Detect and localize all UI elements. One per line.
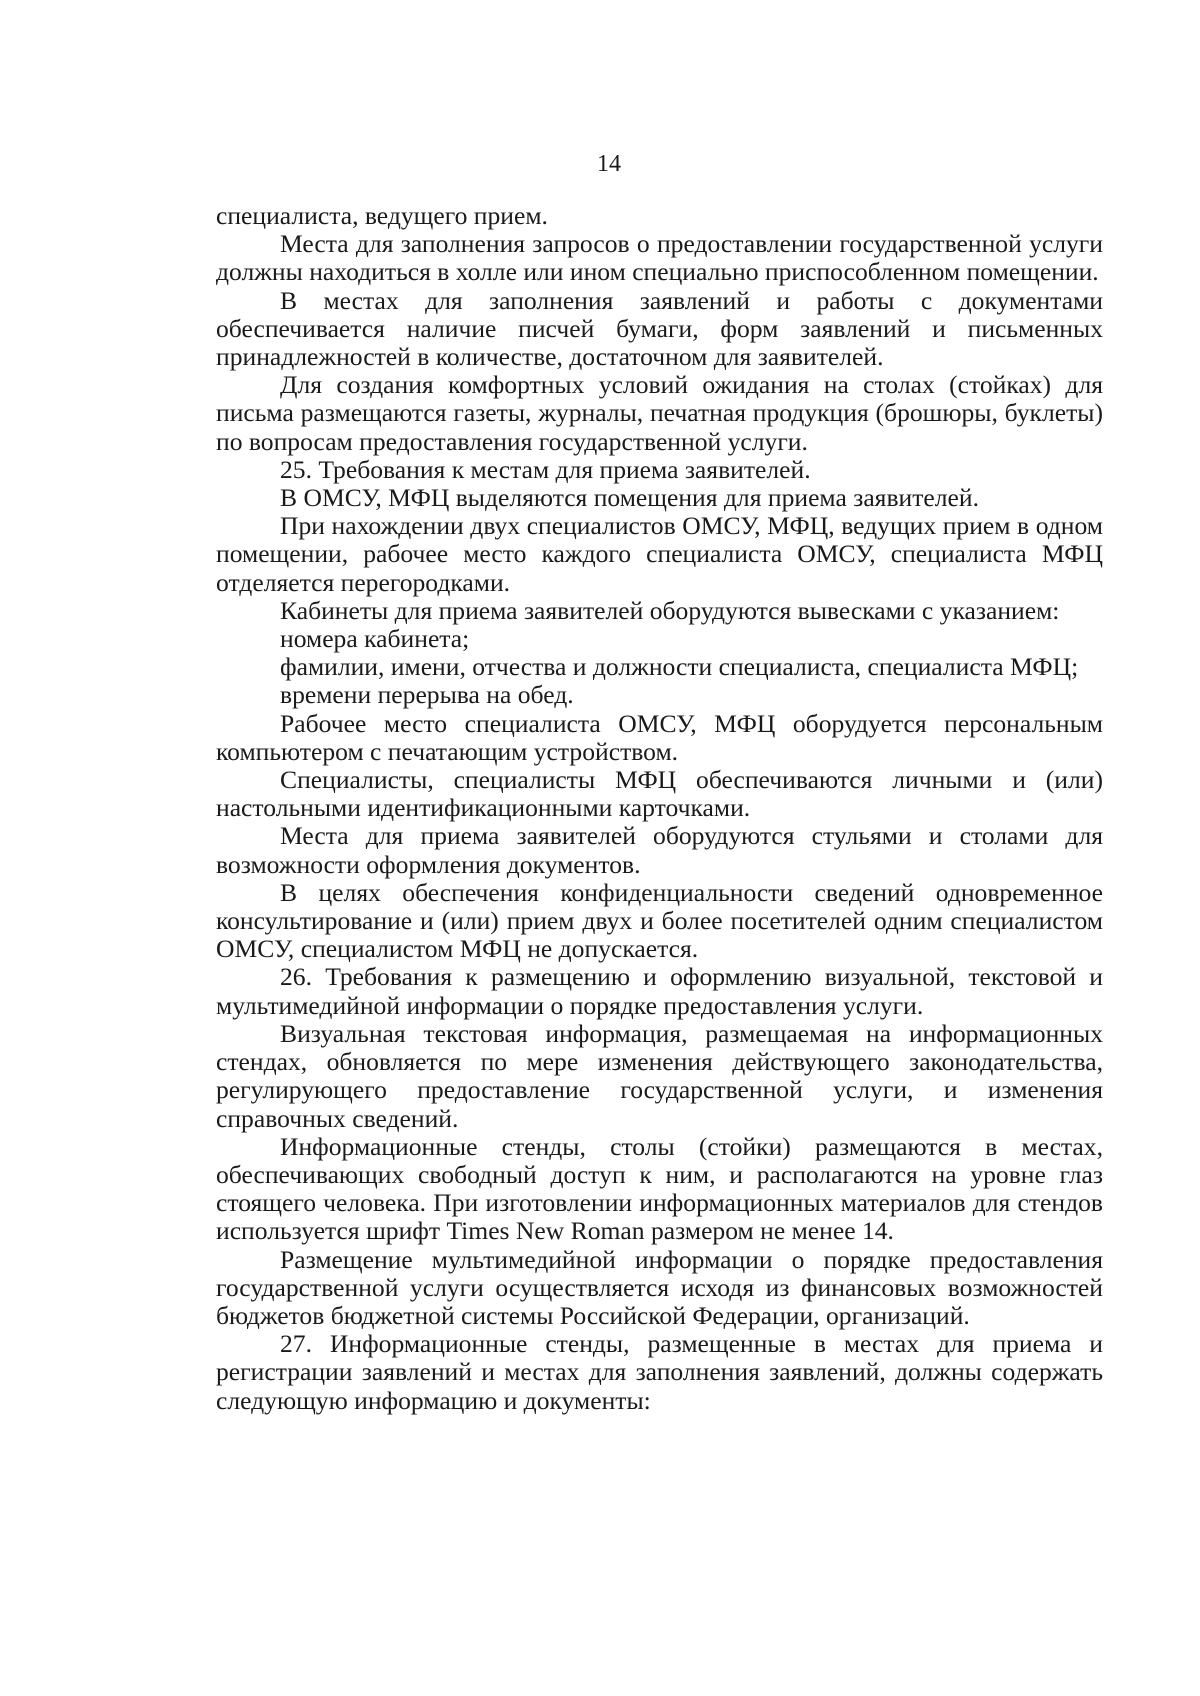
section-heading-27: 27. Информационные стенды, размещенные в местах для приема и регистрации заявлений и местах для заполнения заявлений, должны содержать следующую информацию и документы: bbox=[216, 1329, 1103, 1415]
section-heading-25: 25. Требования к местам для приема заявителей. bbox=[280, 454, 811, 484]
page-number: 14 bbox=[597, 151, 621, 177]
paragraph: В ОМСУ, МФЦ выделяются помещения для приема заявителей. bbox=[280, 483, 980, 513]
list-item: фамилии, имени, отчества и должности специалиста, специалиста МФЦ; bbox=[280, 652, 1079, 682]
paragraph: Специалисты, специалисты МФЦ обеспечиваются личными и (или) настольными идентификационными карточками. bbox=[216, 765, 1103, 823]
paragraph: Размещение мультимедийной информации о порядке предоставления государственной услуги осуществляется исходя из финансовых возможностей бюджетов бюджетной системы Российской Федерации, организаций. bbox=[216, 1244, 1103, 1330]
list-item: времени перерыва на обед. bbox=[280, 680, 574, 710]
paragraph: Информационные стенды, столы (стойки) размещаются в местах, обеспечивающих свободный доступ к ним, и располагаются на уровне глаз стоящего человека. При изготовлении информационных материалов для стендов используется шрифт Times New Roman размером не менее 14. bbox=[216, 1131, 1103, 1246]
paragraph: В целях обеспечения конфиденциальности сведений одновременное консультирование и (или) прием двух и более посетителей одним специалистом ОМСУ, специалистом МФЦ не допускается. bbox=[216, 877, 1103, 964]
body-text bbox=[216, 202, 1103, 1415]
paragraph: Рабочее место специалиста ОМСУ, МФЦ оборудуется персональным компьютером с печатающим устройством. bbox=[216, 708, 1103, 766]
paragraph: Места для заполнения запросов о предоставлении государственной услуги должны находиться в холле или ином специально приспособленном помещении. bbox=[216, 229, 1103, 287]
section-heading-26: 26. Требования к размещению и оформлению визуальной, текстовой и мультимедийной информации о порядке предоставления услуги. bbox=[216, 962, 1103, 1020]
paragraph: специалиста, ведущего прием. bbox=[216, 201, 548, 230]
list-item: номера кабинета; bbox=[280, 624, 470, 654]
paragraph: При нахождении двух специалистов ОМСУ, МФЦ, ведущих прием в одном помещении, рабочее место каждого специалиста ОМСУ, специалиста МФЦ отделяется перегородками. bbox=[216, 511, 1103, 597]
paragraph: Для создания комфортных условий ожидания на столах (стойках) для письма размещаются газеты, журналы, печатная продукция (брошюры, буклеты) по вопросам предоставления государственной услуги. bbox=[216, 370, 1103, 456]
paragraph: Места для приема заявителей оборудуются стульями и столами для возможности оформления документов. bbox=[216, 821, 1103, 879]
paragraph: В местах для заполнения заявлений и работы с документами обеспечивается наличие писчей бумаги, форм заявлений и письменных принадлежностей в количестве, достаточном для заявителей. bbox=[216, 285, 1103, 372]
paragraph: Кабинеты для приема заявителей оборудуются вывесками с указанием: bbox=[280, 595, 1060, 625]
paragraph: Визуальная текстовая информация, размещаемая на информационных стендах, обновляется по мере изменения действующего законодательства, регулирующего предоставление государственной услуги, и изменения справочных сведений. bbox=[216, 1018, 1103, 1133]
